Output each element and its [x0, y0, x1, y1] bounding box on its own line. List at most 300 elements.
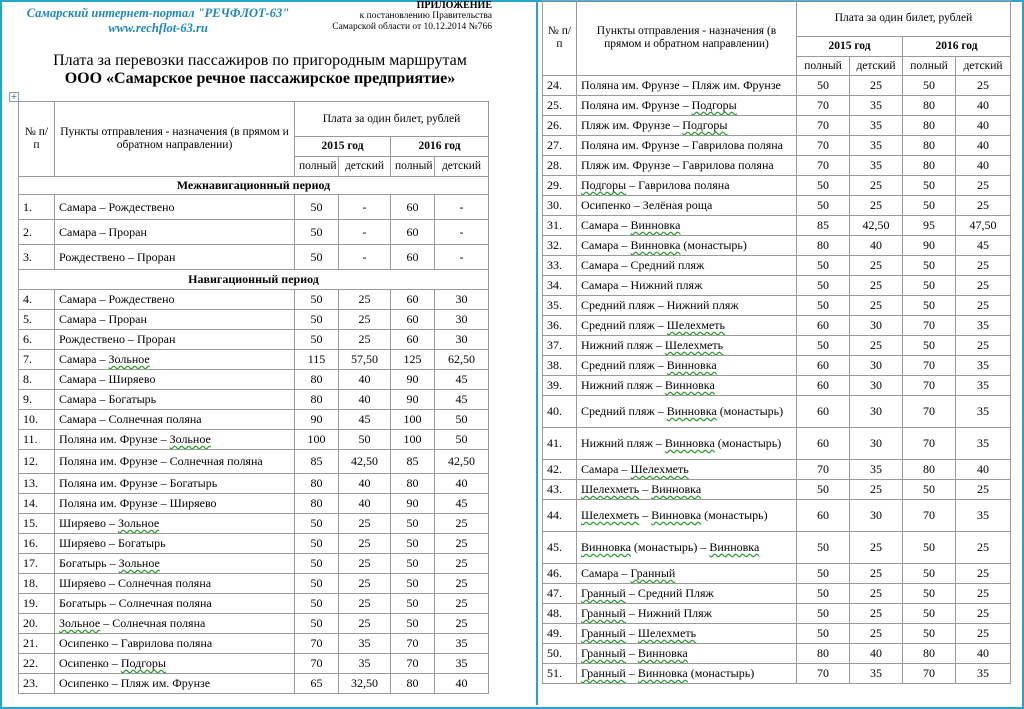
table-row	[19, 474, 489, 494]
fare-2015-full: 50	[295, 614, 339, 634]
fare-2016-full: 80	[903, 644, 956, 664]
fare-2016-full: 50	[903, 584, 956, 604]
fare-2016-full: 70	[903, 316, 956, 336]
fare-2015-full: 60	[797, 500, 850, 532]
table-row	[543, 116, 1011, 136]
table-row	[19, 245, 489, 270]
fare-2015-full: 85	[797, 216, 850, 236]
route-cell: Шелехметь – Винновка (монастырь)	[577, 500, 797, 532]
fare-2016-full: 50	[903, 480, 956, 500]
fare-2015-full: 70	[797, 156, 850, 176]
route-cell: Нижний пляж – Шелехметь	[577, 336, 797, 356]
column-header-fee: Плата за один билет, рублей	[797, 1, 1011, 37]
route-cell: Самара – Рождествено	[55, 195, 295, 220]
route-cell: Зольное – Солнечная поляна	[55, 614, 295, 634]
fare-2015-full: 50	[797, 276, 850, 296]
route-cell: Гранный – Шелехметь	[577, 624, 797, 644]
fare-2015-child: 25	[850, 276, 903, 296]
table-row	[19, 614, 489, 634]
fare-2016-full: 50	[391, 534, 435, 554]
fare-2015-child: 25	[850, 624, 903, 644]
fare-2015-child: 30	[850, 396, 903, 428]
fare-2015-child: 42,50	[850, 216, 903, 236]
route-cell: Самара – Шелехметь	[577, 460, 797, 480]
fare-2015-full: 70	[797, 460, 850, 480]
row-number: 22.	[19, 654, 55, 674]
fare-2016-full: 90	[391, 494, 435, 514]
fare-table-left	[18, 101, 489, 694]
row-number: 17.	[19, 554, 55, 574]
route-cell: Самара – Гранный	[577, 564, 797, 584]
table-row	[543, 336, 1011, 356]
fare-2016-child: -	[435, 195, 489, 220]
fare-2016-child: 40	[435, 674, 489, 694]
appendix-line-1: к постановлению Правительства	[359, 11, 492, 21]
fare-2016-child: 25	[435, 594, 489, 614]
table-row	[19, 594, 489, 614]
fare-2015-full: 70	[797, 664, 850, 684]
row-number: 35.	[543, 296, 577, 316]
fare-2015-child: 30	[850, 376, 903, 396]
column-header-2015-child: детский	[850, 57, 903, 76]
table-move-handle-icon[interactable]: +	[10, 92, 18, 101]
fare-2015-child: 25	[339, 594, 391, 614]
fare-2016-full: 60	[391, 310, 435, 330]
route-cell: Подгоры – Гаврилова поляна	[577, 176, 797, 196]
fare-2016-full: 50	[903, 76, 956, 96]
route-cell: Осипенко – Гаврилова поляна	[55, 634, 295, 654]
row-number: 44.	[543, 500, 577, 532]
section-navigation: Навигационный период	[19, 270, 489, 290]
fare-2016-full: 50	[903, 564, 956, 584]
fare-2016-child: 50	[435, 410, 489, 430]
table-row	[543, 76, 1011, 96]
fare-2015-full: 50	[295, 534, 339, 554]
column-header-2016: 2016 год	[903, 37, 1011, 57]
fare-2015-full: 50	[295, 514, 339, 534]
row-number: 47.	[543, 584, 577, 604]
fare-2015-child: -	[339, 195, 391, 220]
fare-2016-full: 70	[903, 664, 956, 684]
table-row	[19, 390, 489, 410]
row-number: 7.	[19, 350, 55, 370]
fare-2016-child: 25	[956, 196, 1011, 216]
fare-2016-child: 40	[435, 474, 489, 494]
fare-2015-child: 25	[850, 76, 903, 96]
fare-2016-child: 30	[435, 290, 489, 310]
route-cell: Шелехметь – Винновка	[577, 480, 797, 500]
fare-2015-full: 50	[797, 624, 850, 644]
table-row	[543, 500, 1011, 532]
fare-2015-child: 35	[850, 116, 903, 136]
row-number: 18.	[19, 574, 55, 594]
fare-2015-full: 50	[797, 256, 850, 276]
table-row	[543, 216, 1011, 236]
table-row	[19, 514, 489, 534]
row-number: 16.	[19, 534, 55, 554]
route-cell: Богатырь – Солнечная поляна	[55, 594, 295, 614]
fare-2016-full: 80	[391, 474, 435, 494]
fare-2015-full: 80	[295, 474, 339, 494]
row-number: 31.	[543, 216, 577, 236]
table-row	[19, 330, 489, 350]
fare-2015-full: 70	[797, 96, 850, 116]
fare-2015-full: 90	[295, 410, 339, 430]
fare-2015-full: 50	[797, 564, 850, 584]
fare-2015-full: 50	[797, 176, 850, 196]
row-number: 48.	[543, 604, 577, 624]
fare-2015-child: 25	[339, 534, 391, 554]
row-number: 4.	[19, 290, 55, 310]
row-number: 40.	[543, 396, 577, 428]
column-header-route: Пункты отправления - назначения (в прямом и обратном направлении)	[577, 1, 797, 76]
fare-2015-child: 42,50	[339, 450, 391, 474]
fare-2015-full: 50	[295, 330, 339, 350]
table-row	[19, 574, 489, 594]
fare-2016-child: 30	[435, 310, 489, 330]
fare-2016-child: 25	[956, 584, 1011, 604]
route-cell: Нижний пляж – Винновка (монастырь)	[577, 428, 797, 460]
fare-2016-full: 50	[903, 176, 956, 196]
table-row	[543, 644, 1011, 664]
row-number: 20.	[19, 614, 55, 634]
fare-2015-full: 50	[295, 574, 339, 594]
fare-2015-full: 60	[797, 316, 850, 336]
fare-2015-full: 50	[295, 594, 339, 614]
fare-2015-child: 40	[850, 644, 903, 664]
fare-2016-child: 25	[956, 76, 1011, 96]
table-row	[543, 176, 1011, 196]
fare-2016-child: 40	[956, 96, 1011, 116]
fare-2016-child: 35	[956, 316, 1011, 336]
column-header-2015: 2015 год	[295, 137, 391, 157]
table-row	[543, 604, 1011, 624]
table-row	[19, 674, 489, 694]
table-row	[543, 256, 1011, 276]
table-row	[543, 480, 1011, 500]
table-row	[543, 532, 1011, 564]
fare-2015-child: 30	[850, 316, 903, 336]
fare-2016-full: 60	[391, 195, 435, 220]
fare-2016-full: 50	[391, 594, 435, 614]
page-divider	[536, 0, 538, 705]
fare-2016-child: 25	[956, 296, 1011, 316]
row-number: 24.	[543, 76, 577, 96]
fare-2015-full: 70	[797, 136, 850, 156]
column-header-2015-full: полный	[295, 157, 339, 177]
section-off-season: Межнавигационный период	[19, 177, 489, 195]
fare-2016-child: -	[435, 220, 489, 245]
route-cell: Средний пляж – Винновка (монастырь)	[577, 396, 797, 428]
fare-2015-child: 32,50	[339, 674, 391, 694]
fare-2016-child: 30	[435, 330, 489, 350]
fare-2015-child: 25	[850, 256, 903, 276]
row-number: 39.	[543, 376, 577, 396]
table-row	[543, 396, 1011, 428]
table-row	[19, 410, 489, 430]
table-row	[19, 554, 489, 574]
route-cell: Пляж им. Фрунзе – Подгоры	[577, 116, 797, 136]
row-number: 6.	[19, 330, 55, 350]
route-cell: Средний пляж – Винновка	[577, 356, 797, 376]
fare-2016-full: 50	[903, 276, 956, 296]
fare-2015-child: 30	[850, 356, 903, 376]
fare-2016-child: 25	[956, 532, 1011, 564]
column-header-2015: 2015 год	[797, 37, 903, 57]
table-row	[19, 634, 489, 654]
fare-2015-full: 80	[797, 644, 850, 664]
fare-2016-child: 25	[956, 564, 1011, 584]
row-number: 43.	[543, 480, 577, 500]
fare-2015-child: 45	[339, 410, 391, 430]
fare-2015-child: 35	[850, 460, 903, 480]
fare-2015-child: 25	[850, 584, 903, 604]
fare-2016-full: 80	[903, 136, 956, 156]
route-cell: Самара – Зольное	[55, 350, 295, 370]
route-cell: Самара – Солнечная поляна	[55, 410, 295, 430]
fare-2015-child: 35	[339, 654, 391, 674]
row-number: 14.	[19, 494, 55, 514]
table-row	[19, 430, 489, 450]
fare-2016-full: 70	[391, 634, 435, 654]
fare-table-right	[542, 0, 1011, 684]
table-row	[543, 356, 1011, 376]
table-row	[19, 654, 489, 674]
route-cell: Гранный – Нижний Пляж	[577, 604, 797, 624]
fare-2016-full: 80	[903, 116, 956, 136]
fare-2015-child: 57,50	[339, 350, 391, 370]
table-row	[543, 196, 1011, 216]
route-cell: Средний пляж – Нижний пляж	[577, 296, 797, 316]
fare-2016-full: 50	[903, 604, 956, 624]
row-number: 41.	[543, 428, 577, 460]
table-row	[543, 664, 1011, 684]
fare-2015-child: 25	[339, 290, 391, 310]
route-cell: Пляж им. Фрунзе – Гаврилова поляна	[577, 156, 797, 176]
fare-2015-child: 30	[850, 428, 903, 460]
fare-2016-child: 35	[956, 500, 1011, 532]
table-row	[543, 236, 1011, 256]
fare-2016-child: 25	[956, 256, 1011, 276]
table-row	[543, 460, 1011, 480]
row-number: 15.	[19, 514, 55, 534]
column-header-number: № п/п	[543, 1, 577, 76]
fare-2016-child: 25	[435, 614, 489, 634]
fare-2016-full: 80	[903, 460, 956, 480]
table-row	[19, 220, 489, 245]
fare-2015-full: 50	[797, 604, 850, 624]
table-row	[19, 195, 489, 220]
fare-2016-child: 35	[956, 664, 1011, 684]
fare-2015-full: 80	[295, 370, 339, 390]
route-cell: Самара – Проран	[55, 310, 295, 330]
fare-2016-child: 45	[435, 370, 489, 390]
fare-2015-child: 40	[339, 370, 391, 390]
row-number: 3.	[19, 245, 55, 270]
route-cell: Гранный – Винновка	[577, 644, 797, 664]
column-header-2016-full: полный	[903, 57, 956, 76]
row-number: 50.	[543, 644, 577, 664]
fare-2016-child: 50	[435, 430, 489, 450]
row-number: 32.	[543, 236, 577, 256]
fare-2015-child: 25	[850, 176, 903, 196]
row-number: 8.	[19, 370, 55, 390]
fare-2016-child: 35	[956, 376, 1011, 396]
column-header-2016: 2016 год	[391, 137, 489, 157]
column-header-2016-child: детский	[435, 157, 489, 177]
fare-2016-full: 90	[391, 390, 435, 410]
fare-2015-child: 25	[339, 574, 391, 594]
fare-2016-child: 40	[956, 460, 1011, 480]
fare-2016-child: 62,50	[435, 350, 489, 370]
fare-2015-full: 50	[797, 584, 850, 604]
fare-2016-child: 25	[956, 276, 1011, 296]
company-name: ООО «Самарское речное пассажирское предприятие»	[64, 70, 456, 87]
fare-2015-child: 25	[850, 196, 903, 216]
row-number: 46.	[543, 564, 577, 584]
fare-2015-full: 50	[797, 336, 850, 356]
fare-2015-full: 50	[797, 296, 850, 316]
fare-2015-full: 85	[295, 450, 339, 474]
fare-2016-child: 35	[956, 356, 1011, 376]
fare-2015-child: 25	[850, 532, 903, 564]
route-cell: Поляна им. Фрунзе – Подгоры	[577, 96, 797, 116]
route-cell: Рождествено – Проран	[55, 330, 295, 350]
route-cell: Поляна им. Фрунзе – Зольное	[55, 430, 295, 450]
fare-2016-child: 25	[956, 624, 1011, 644]
fare-2016-full: 50	[391, 514, 435, 534]
route-cell: Нижний пляж – Винновка	[577, 376, 797, 396]
fare-2015-child: 50	[339, 430, 391, 450]
fare-2016-full: 50	[903, 196, 956, 216]
row-number: 13.	[19, 474, 55, 494]
fare-2016-child: 42,50	[435, 450, 489, 474]
fare-2015-child: -	[339, 245, 391, 270]
fare-2015-full: 50	[295, 245, 339, 270]
route-cell: Винновка (монастырь) – Винновка	[577, 532, 797, 564]
fare-2016-full: 100	[391, 430, 435, 450]
fare-2015-full: 60	[797, 428, 850, 460]
route-cell: Гранный – Средний Пляж	[577, 584, 797, 604]
fare-2015-child: 35	[850, 96, 903, 116]
fare-2016-child: 25	[435, 514, 489, 534]
fare-2016-child: 35	[956, 396, 1011, 428]
route-cell: Самара – Средний пляж	[577, 256, 797, 276]
fare-2016-child: 45	[435, 390, 489, 410]
fare-2015-full: 60	[797, 376, 850, 396]
row-number: 1.	[19, 195, 55, 220]
fare-2015-child: -	[339, 220, 391, 245]
route-cell: Осипенко – Пляж им. Фрунзе	[55, 674, 295, 694]
portal-brand	[8, 6, 308, 36]
fare-2015-child: 40	[339, 474, 391, 494]
row-number: 10.	[19, 410, 55, 430]
fare-2015-child: 40	[339, 494, 391, 514]
fare-2016-full: 70	[903, 428, 956, 460]
fare-2015-full: 50	[295, 220, 339, 245]
fare-2016-full: 50	[903, 532, 956, 564]
fare-2016-child: 25	[956, 176, 1011, 196]
route-cell: Ширяево – Богатырь	[55, 534, 295, 554]
fare-2016-full: 60	[391, 290, 435, 310]
row-number: 19.	[19, 594, 55, 614]
fare-2015-child: 40	[339, 390, 391, 410]
route-cell: Самара – Рождествено	[55, 290, 295, 310]
row-number: 33.	[543, 256, 577, 276]
fare-2016-child: -	[435, 245, 489, 270]
table-row	[543, 156, 1011, 176]
route-cell: Средний пляж – Шелехметь	[577, 316, 797, 336]
fare-2016-full: 50	[391, 554, 435, 574]
fare-2015-child: 35	[850, 136, 903, 156]
fare-2015-full: 50	[295, 290, 339, 310]
row-number: 36.	[543, 316, 577, 336]
row-number: 37.	[543, 336, 577, 356]
row-number: 38.	[543, 356, 577, 376]
fare-2015-full: 50	[295, 310, 339, 330]
table-row	[19, 290, 489, 310]
column-header-2015-full: полный	[797, 57, 850, 76]
row-number: 30.	[543, 196, 577, 216]
row-number: 2.	[19, 220, 55, 245]
fare-2016-child: 35	[956, 428, 1011, 460]
fare-2016-full: 50	[903, 296, 956, 316]
route-cell: Самара – Винновка	[577, 216, 797, 236]
fare-2015-child: 25	[339, 310, 391, 330]
fare-2016-child: 40	[956, 156, 1011, 176]
row-number: 28.	[543, 156, 577, 176]
fare-2015-child: 35	[850, 156, 903, 176]
fare-2015-child: 25	[339, 330, 391, 350]
table-row	[543, 584, 1011, 604]
table-row	[543, 316, 1011, 336]
fare-2016-full: 100	[391, 410, 435, 430]
fare-2016-full: 80	[903, 96, 956, 116]
portal-name: Самарский интернет-портал "РЕЧФЛОТ-63"	[26, 6, 290, 20]
fare-2015-child: 25	[339, 514, 391, 534]
column-header-2016-full: полный	[391, 157, 435, 177]
fare-2015-full: 100	[295, 430, 339, 450]
route-cell: Богатырь – Зольное	[55, 554, 295, 574]
route-cell: Поляна им. Фрунзе – Богатырь	[55, 474, 295, 494]
table-row	[543, 624, 1011, 644]
fare-2015-full: 65	[295, 674, 339, 694]
route-cell: Самара – Проран	[55, 220, 295, 245]
fare-2016-full: 125	[391, 350, 435, 370]
table-row	[543, 376, 1011, 396]
portal-url[interactable]: www.rechflot-63.ru	[108, 21, 208, 35]
fare-2015-full: 80	[295, 494, 339, 514]
fare-2015-full: 60	[797, 356, 850, 376]
fare-2015-full: 80	[797, 236, 850, 256]
table-row	[19, 310, 489, 330]
table-row	[543, 564, 1011, 584]
fare-2016-child: 45	[956, 236, 1011, 256]
column-header-number: № п/п	[19, 102, 55, 177]
fare-2015-child: 25	[339, 614, 391, 634]
column-header-route: Пункты отправления - назначения (в прямом и обратном направлении)	[55, 102, 295, 177]
table-row	[543, 428, 1011, 460]
route-cell: Поляна им. Фрунзе – Ширяево	[55, 494, 295, 514]
fare-2016-full: 95	[903, 216, 956, 236]
fare-2016-full: 85	[391, 450, 435, 474]
fare-2016-full: 70	[903, 356, 956, 376]
row-number: 11.	[19, 430, 55, 450]
fare-2015-full: 70	[797, 116, 850, 136]
fare-2015-full: 80	[295, 390, 339, 410]
fare-2016-full: 50	[903, 256, 956, 276]
fare-2016-full: 70	[391, 654, 435, 674]
